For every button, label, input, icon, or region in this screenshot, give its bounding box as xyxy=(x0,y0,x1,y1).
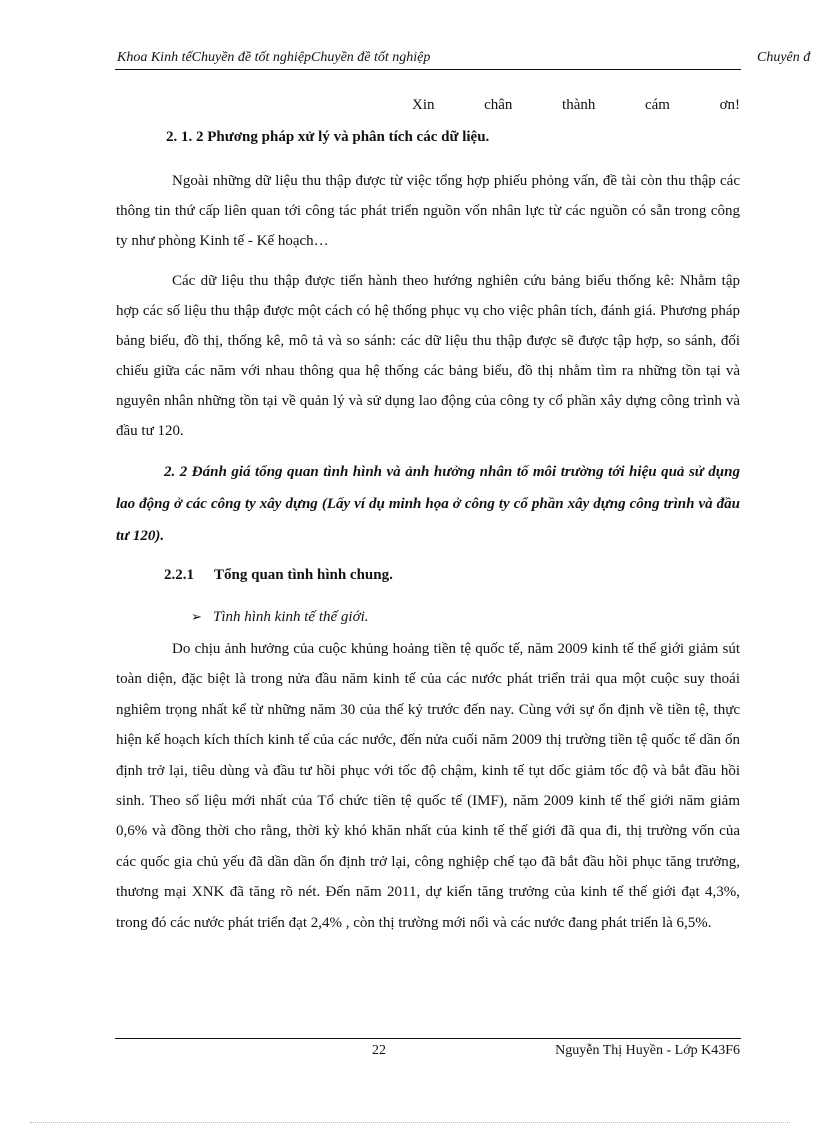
page-number: 22 xyxy=(372,1043,386,1058)
thanks-word: Xin xyxy=(412,97,435,113)
thanks-word: ơn! xyxy=(719,97,741,113)
thanks-word: thành xyxy=(562,97,596,113)
paragraph-1: Ngoài những dữ liệu thu thập được từ việc tổng hợp phiếu phỏng vấn, đề tài còn thu thập các thông tin thứ cấp liên quan tới công tác phát triển nguồn vốn nhân lực từ các nguồn có sẵn trong công ty như phòng Kinh tế - Kế hoạch… xyxy=(116,173,740,249)
footer-author: Nguyễn Thị Huyền - Lớp K43F6 xyxy=(555,1043,740,1058)
bullet-text: Tình hình kinh tế thế giới. xyxy=(213,609,369,625)
thanks-word: chân xyxy=(484,97,513,113)
header-left-text: Khoa Kinh tếChuyền đề tốt nghiệpChuyền đề tốt nghiệp xyxy=(117,50,431,65)
section-heading-2-2: 2. 2 Đánh giá tổng quan tình hình và ảnh hưởng nhân tố môi trường tới hiệu quả sử dụng lao động ở các công ty xây dựng (Lấy ví dụ minh họa ở công ty cổ phần xây dựng công trình và đầu tư 120). xyxy=(116,464,740,544)
header-rule xyxy=(115,69,741,70)
paragraph-3: Do chịu ảnh hưởng của cuộc khủng hoảng tiền tệ quốc tế, năm 2009 kinh tế thế giới giảm sút toàn diện, đặc biệt là trong nửa đầu năm kinh tế của các nước phát triển trải qua một cuộc suy thoái nghiêm trọng nhất kể từ những năm 30 của thế kỷ trước đến nay. Cùng với sự ổn định về tiền tệ, thực hiện kế hoạch kích thích kinh tế của các nước, đến nửa cuối năm 2009 thị trường tiền tệ quốc tế dần ổn định trở lại, tiêu dùng và đầu tư hồi phục với tốc độ chậm, kinh tế tụt dốc giảm tốc độ và bắt đầu hồi sinh. Theo số liệu mới nhất của Tổ chức tiền tệ quốc tế (IMF), năm 2009 kinh tế thế giới năm giảm 0,6% và đồng thời cho rằng, thời kỳ khó khăn nhất của kinh tế thế giới đã qua đi, thị trường vốn của các quốc gia chủ yếu đã dần dần ổn định trở lại, công nghiệp chế tạo đã bắt đầu hồi phục tăng trưởng, thương mại XNK đã tăng rõ nét. Đến năm 2011, dự kiến tăng trưởng của kinh tế thế giới đạt 4,3%, trong đó các nước phát triển đạt 2,4% , còn thị trường mới nổi và các nước đang phát triển là 6,5%. xyxy=(116,641,740,931)
paragraph-2: Các dữ liệu thu thập được tiến hành theo hướng nghiên cứu bảng biểu thống kê: Nhằm tập hợp các số liệu thu thập được một cách có hệ thống phục vụ cho việc phân tích, đánh giá. Phương pháp bảng biểu, đồ thị, thống kê, mô tả và so sánh: các dữ liệu thu thập được sẽ được tập hợp, so sánh, đối chiếu giữa các năm với nhau thông qua hệ thống các bảng biểu, đồ thị nhằm tìm ra những tồn tại và nguyên nhân những tồn tại về quản lý và sử dụng lao động của công ty cổ phần xây dựng công trình và đầu tư 120. xyxy=(116,273,740,439)
footer-rule xyxy=(115,1038,741,1039)
thanks-line xyxy=(412,90,740,120)
section-title: Tổng quan tình hình chung. xyxy=(214,567,393,583)
section-number: 2.2.1 xyxy=(164,567,194,583)
bullet-item xyxy=(191,602,740,632)
header-right-text: Chuyên đ xyxy=(757,50,811,65)
section-heading-2-1-2: 2. 1. 2 Phương pháp xử lý và phân tích các dữ liệu. xyxy=(166,129,490,145)
page-content xyxy=(116,90,740,938)
thanks-word: cám xyxy=(644,97,670,113)
arrow-bullet-icon: ➢ xyxy=(191,609,202,624)
section-heading-2-2-1 xyxy=(164,560,740,590)
